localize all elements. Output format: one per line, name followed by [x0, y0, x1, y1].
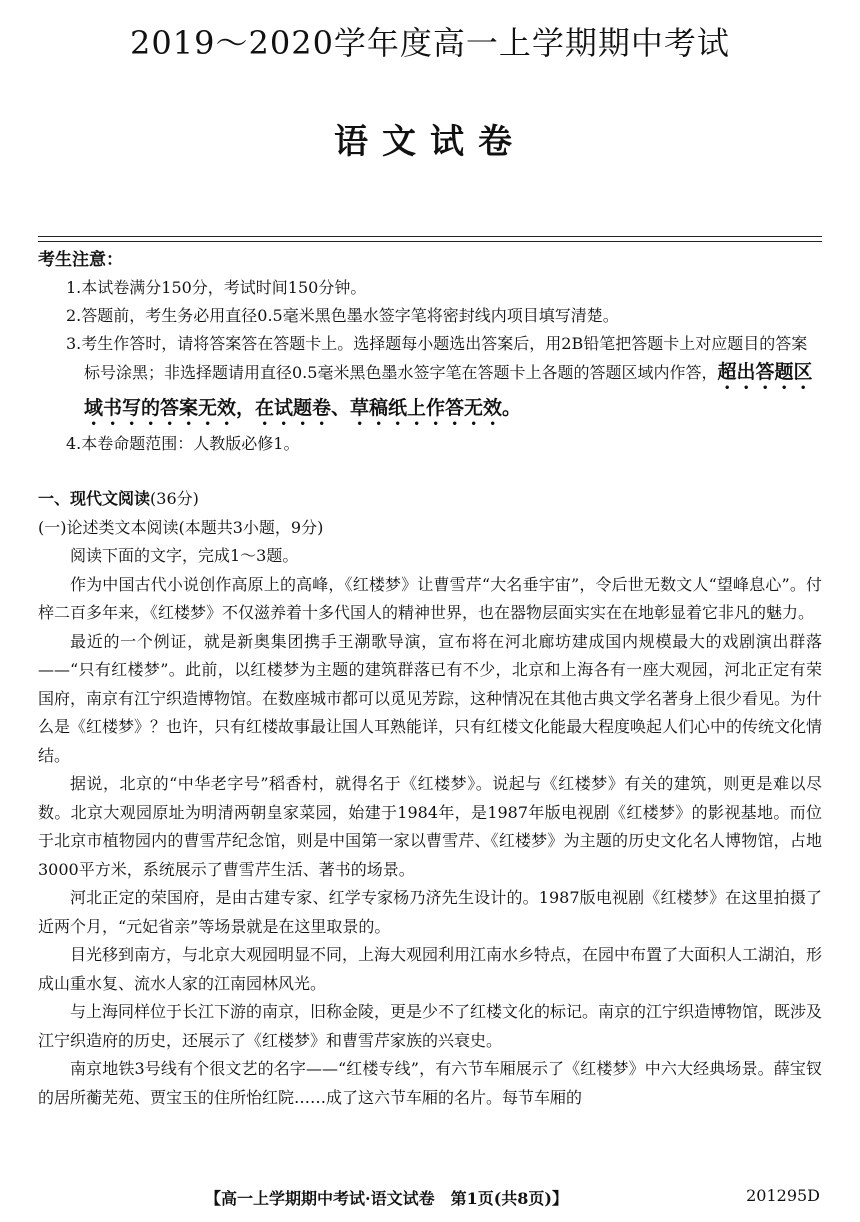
- divider-top: [38, 236, 822, 237]
- subject-title: 语文试卷: [334, 122, 526, 162]
- paragraph: 最近的一个例证，就是新奥集团携手王潮歌导演，宣布将在河北廊坊建成国内规模最大的戏剧演出群落——“只有红楼梦”。此前，以红楼梦为主题的建筑群落已有不少，北京和上海各有一座大观园，河北正定有荣国府，南京有江宁织造博物馆。在数座城市都可以觅见芳踪，这种情况在其他古典文学名著身上很少看见。为什么是《红楼梦》？也许，只有红楼故事最让国人耳熟能详，只有红楼文化能最大程度唤起人们心中的传统文化情结。: [38, 631, 823, 765]
- paragraph: 与上海同样位于长江下游的南京，旧称金陵，更是少不了红楼文化的标记。南京的江宁织造博物馆，既涉及江宁织造府的历史，还展示了《红楼梦》和曹雪芹家族的兴衰史。: [38, 1002, 823, 1050]
- reading-section: [38, 485, 822, 1112]
- paragraph: 河北正定的荣国府，是由古建专家、红学专家杨乃济先生设计的。1987版电视剧《红楼梦》在这里拍摄了近两个月，“元妃省亲”等场景就是在这里取景的。: [38, 888, 822, 936]
- notice-item: 1.本试卷满分150分，考试时间150分钟。: [66, 278, 367, 297]
- notice-item: 2.答题前，考生务必用直径0.5毫米黑色墨水签字笔将密封线内项目填写清楚。: [66, 306, 619, 325]
- notice-item: [38, 330, 822, 430]
- footer-code: 201295D: [746, 1186, 820, 1205]
- paragraph: 目光移到南方，与北京大观园明显不同，上海大观园利用江南水乡特点，在园中布置了大面积人工湖泊，形成山重水复、流水人家的江南园林风光。: [38, 945, 823, 993]
- instruction: 阅读下面的文字，完成1～3题。: [70, 546, 299, 565]
- paragraph: 作为中国古代小说创作高原上的高峰，《红楼梦》让曹雪芹“大名垂宇宙”，令后世无数文人“望峰息心”。付梓二百多年来，《红楼梦》不仅滋养着十多代国人的精神世界，也在器物层面实实在在地彰显着它非凡的魅力。: [38, 574, 822, 622]
- section-score: (36分): [150, 489, 199, 508]
- notice-heading: 考生注意：: [38, 250, 123, 270]
- section-heading: 一、现代文阅读: [38, 489, 151, 508]
- section-heading-line: [38, 485, 822, 514]
- sub-heading: (一)论述类文本阅读(本题共3小题，9分): [38, 517, 324, 537]
- notice-item-text: 3.考生作答时，请将答案答在答题卡上。选择题每小题选出答案后，用2B铅笔把答题卡上对应题目的答案标号涂黑；非选择题请用直径0.5毫米黑色墨水签字笔在答题卡上各题的答题区域内作答，: [66, 334, 808, 382]
- divider-bottom: [38, 241, 822, 242]
- exam-title: 2019～2020学年度高一上学期期中考试: [130, 24, 730, 62]
- paragraph: 南京地铁3号线有个很文艺的名字——“红楼专线”，有六节车厢展示了《红楼梦》中六大经典场景。薛宝钗的居所蘅芜苑、贾宝玉的住所怡红院……成了这六节车厢的名片。每节车厢的: [38, 1059, 822, 1107]
- candidate-notice: [38, 246, 822, 458]
- notice-item: 4.本卷命题范围：人教版必修1。: [66, 434, 300, 453]
- footer-page-info: 【高一上学期期中考试·语文试卷 第1页(共8页)】: [205, 1189, 568, 1208]
- notice-emphasis: 超出答题区域书写的答案无效，在试题卷、草稿纸上作答无效。: [84, 361, 813, 419]
- paragraph: 据说，北京的“中华老字号”稻香村，就得名于《红楼梦》。说起与《红楼梦》有关的建筑，则更是难以尽数。北京大观园原址为明清两朝皇家菜园，始建于1984年，是1987年版电视剧《红楼梦》的影视基地。而位于北京市植物园内的曹雪芹纪念馆，则是中国第一家以曹雪芹、《红楼梦》为主题的历史文化名人博物馆，占地3000平方米，系统展示了曹雪芹生活、著书的场景。: [38, 774, 822, 879]
